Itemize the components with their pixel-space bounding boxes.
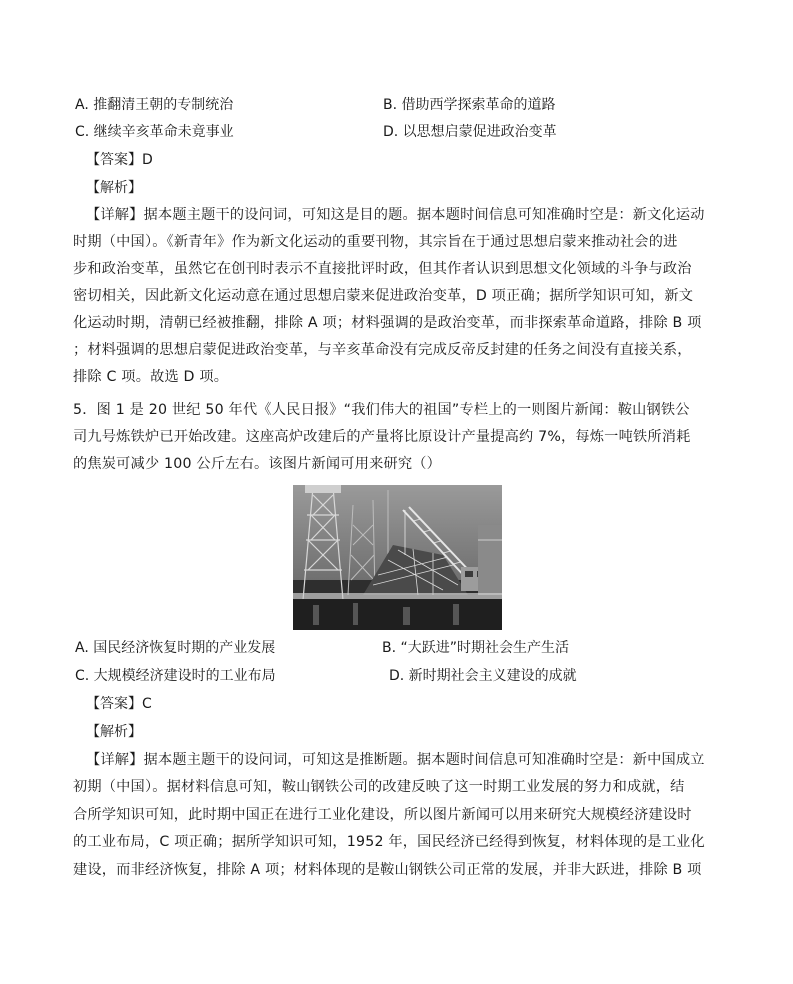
q5-stem-line-3: 的焦炭可减少 100 公斤左右。该图片新闻可用来研究（）: [73, 456, 442, 472]
q4-analysis-label: 【解析】: [86, 180, 142, 196]
q5-stem-line-1: 5．图 1 是 20 世纪 50 年代《人民日报》“我们伟大的祖国”专栏上的一则图片新闻：鞍山钢铁公: [73, 402, 690, 418]
q4-detail-line-3: 步和政治变革，虽然它在创刊时表示不直接批评时政，但其作者认识到思想文化领域的斗争与政治: [73, 261, 692, 277]
q4-option-c: C. 继续辛亥革命未竟事业: [75, 124, 234, 140]
q5-option-d: D. 新时期社会主义建设的成就: [389, 668, 577, 684]
q5-option-b: B. “大跃进”时期社会生产生活: [382, 640, 570, 656]
q5-stem-line-2: 司九号炼铁炉已开始改建。这座高炉改建后的产量将比原设计产量提高约 7%，每炼一吨铁所消耗: [73, 429, 691, 445]
q4-detail-line-1: 【详解】据本题主题干的设问词，可知这是目的题。据本题时间信息可知准确时空是：新文化运动: [86, 207, 705, 223]
blast-furnace-photo-drawing: [293, 485, 502, 630]
q4-answer: 【答案】D: [86, 152, 153, 168]
q5-detail-line-2: 初期（中国）。据材料信息可知，鞍山钢铁公司的改建反映了这一时期工业发展的努力和成就，结: [73, 779, 685, 795]
q4-option-b: B. 借助西学探索革命的道路: [383, 97, 556, 113]
q5-analysis-label: 【解析】: [86, 724, 142, 740]
q4-detail-line-2: 时期（中国）。《新青年》作为新文化运动的重要刊物，其宗旨在于通过思想启蒙来推动社会的进: [73, 234, 678, 250]
q4-option-a: A. 推翻清王朝的专制统治: [75, 97, 234, 113]
q5-detail-line-1: 【详解】据本题主题干的设问词，可知这是推断题。据本题时间信息可知准确时空是：新中国成立: [86, 752, 705, 768]
q5-option-c: C. 大规模经济建设时的工业布局: [75, 668, 276, 684]
q5-detail-line-3: 合所学知识可知，此时期中国正在进行工业化建设，所以图片新闻可以用来研究大规模经济建设时: [73, 807, 692, 823]
q4-detail-line-4: 密切相关，因此新文化运动意在通过思想启蒙来促进政治变革，D 项正确；据所学知识可知，新文: [73, 288, 694, 304]
blast-furnace-photo: [293, 485, 502, 630]
q4-option-d: D. 以思想启蒙促进政治变革: [383, 124, 557, 140]
q4-detail-line-5: 化运动时期，清朝已经被推翻，排除 A 项；材料强调的是政治变革，而非探索革命道路，排除 B 项: [73, 315, 702, 331]
q5-detail-line-5: 建设，而非经济恢复，排除 A 项；材料体现的是鞍山钢铁公司正常的发展，并非大跃进，排除 B 项: [73, 862, 702, 878]
q5-option-a: A. 国民经济恢复时期的产业发展: [75, 640, 276, 656]
q5-detail-line-4: 的工业布局，C 项正确；据所学知识可知，1952 年，国民经济已经得到恢复，材料体现的是工业化: [73, 834, 705, 850]
q4-detail-line-7: 排除 C 项。故选 D 项。: [73, 369, 229, 385]
q5-answer: 【答案】C: [86, 696, 152, 712]
q4-detail-line-6: ；材料强调的思想启蒙促进政治变革，与辛亥革命没有完成反帝反封建的任务之间没有直接关系，: [73, 342, 692, 358]
